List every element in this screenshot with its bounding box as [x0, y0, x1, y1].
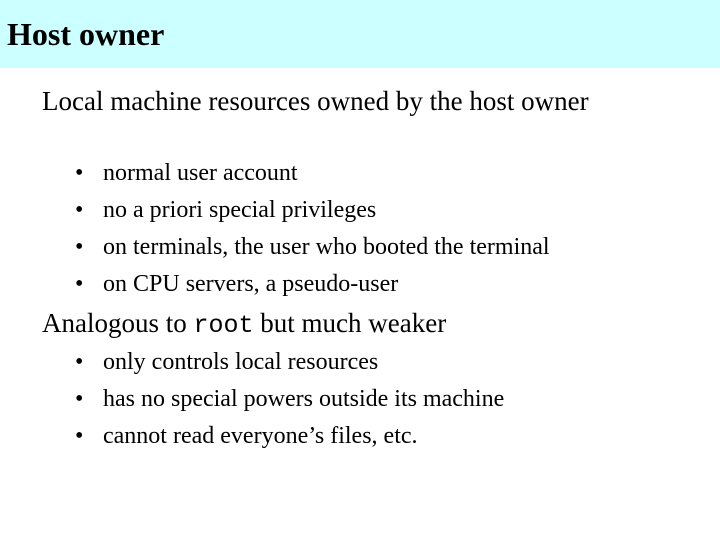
- bullet-icon: •: [75, 349, 84, 375]
- bullet-icon: •: [75, 423, 84, 449]
- section-local-resources: [42, 84, 642, 118]
- point-prefix: Analogous to: [42, 308, 187, 338]
- main-point-analogous-root: [42, 306, 642, 343]
- subpoint-text: only controls local resources: [103, 349, 379, 375]
- subpoint-text: no a priori special privileges: [103, 197, 377, 223]
- bullet-icon: •: [75, 160, 84, 186]
- point-code: root: [193, 311, 254, 340]
- subpoint-text: has no special powers outside its machine: [103, 386, 505, 412]
- bullet-icon: •: [75, 271, 84, 297]
- subpoint-list-1: [75, 155, 550, 303]
- title-bar: [0, 0, 720, 68]
- point-suffix: but much weaker: [260, 308, 447, 338]
- subpoint-list-2: [75, 344, 504, 455]
- section-analogous-root: [42, 306, 642, 343]
- list-item: [75, 266, 550, 303]
- list-item: [75, 344, 504, 381]
- list-item: [75, 155, 550, 192]
- subpoint-text: on terminals, the user who booted the terminal: [103, 234, 550, 260]
- main-point-local-resources: Local machine resources owned by the host owner: [42, 86, 589, 116]
- list-item: [75, 418, 504, 455]
- bullet-icon: •: [75, 234, 84, 260]
- bullet-icon: •: [75, 197, 84, 223]
- subpoint-text: on CPU servers, a pseudo-user: [103, 271, 399, 297]
- list-item: [75, 229, 550, 266]
- list-item: [75, 192, 550, 229]
- list-item: [75, 381, 504, 418]
- subpoint-text: normal user account: [103, 160, 298, 186]
- subpoint-text: cannot read everyone’s files, etc.: [103, 423, 418, 449]
- bullet-icon: •: [75, 386, 84, 412]
- slide-title: Host owner: [7, 16, 165, 52]
